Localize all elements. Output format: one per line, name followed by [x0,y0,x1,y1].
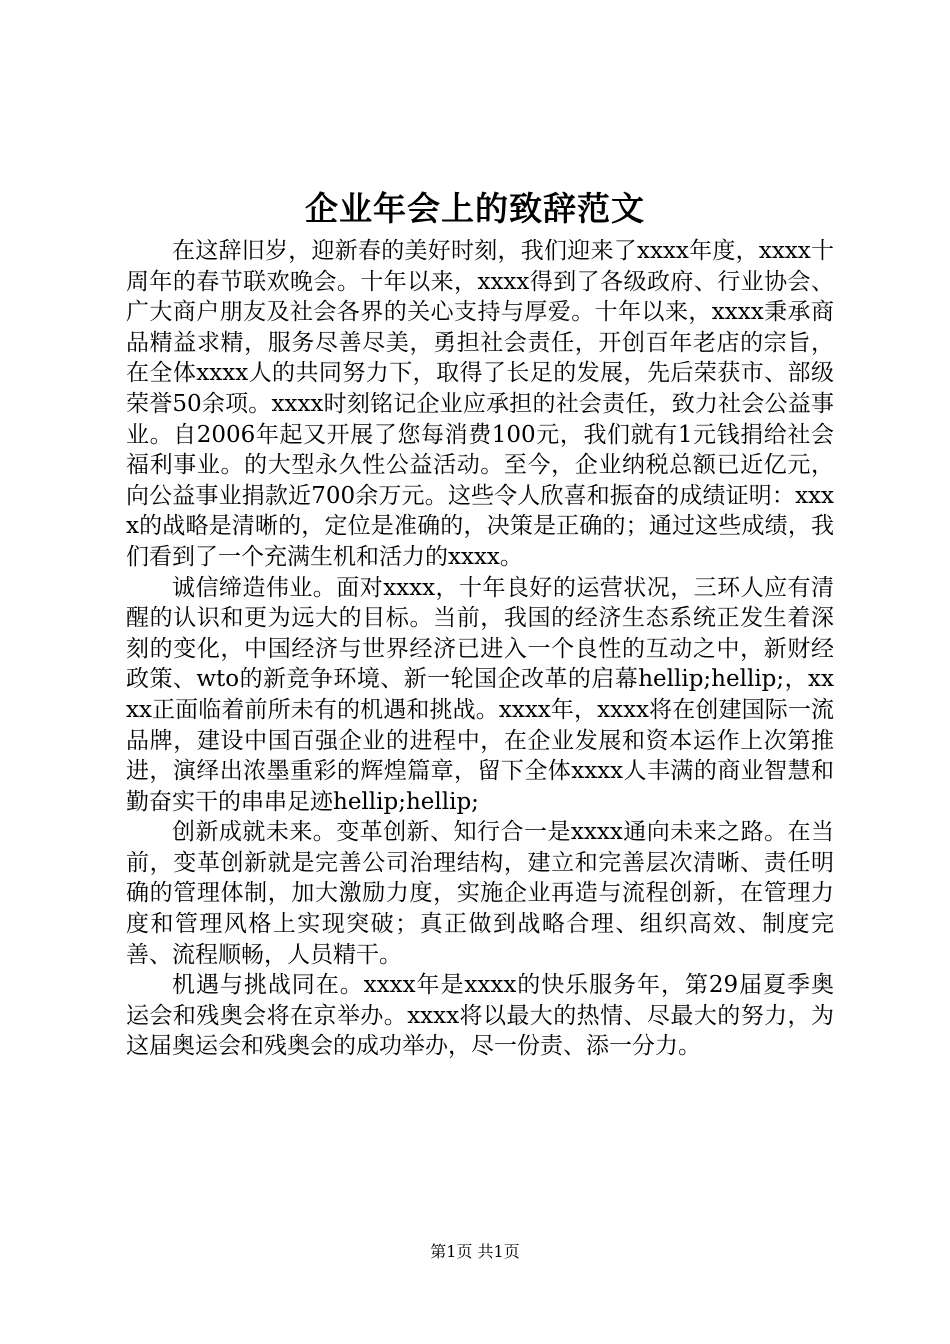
page-number-footer: 第1页 共1页 [430,1242,520,1261]
paragraph-2: 诚信缔造伟业。面对xxxx，十年良好的运营状况，三环人应有清醒的认识和更为远大的目标。当前，我国的经济生态系统正发生着深刻的变化，中国经济与世界经济已进入一个良性的互动之中，新财经政策、wto的新竞争环境、新一轮国企改革的启幕hellip;hellip;，xxxx正面临着前所未有的机遇和挑战。xxxx年，xxxx将在创建国际一流品牌，建设中国百强企业的进程中，在企业发展和资本运作上次第推进，演绎出浓墨重彩的辉煌篇章，留下全体xxxx人丰满的商业智慧和勤奋实干的串串足迹hellip;hellip; [126,574,834,815]
paragraph-3: 创新成就未来。变革创新、知行合一是xxxx通向未来之路。在当前，变革创新就是完善公司治理结构，建立和完善层次清晰、责任明确的管理体制，加大激励力度，实施企业再造与流程创新，在管理力度和管理风格上实现突破；真正做到战略合理、组织高效、制度完善、流程顺畅，人员精干。 [126,819,834,968]
document-title: 企业年会上的致辞范文 [305,189,645,228]
paragraph-1: 在这辞旧岁，迎新春的美好时刻，我们迎来了xxxx年度，xxxx十周年的春节联欢晚会。十年以来，xxxx得到了各级政府、行业协会、广大商户朋友及社会各界的关心支持与厚爱。十年以来，xxxx秉承商品精益求精，服务尽善尽美，勇担社会责任，开创百年老店的宗旨，在全体xxxx人的共同努力下，取得了长足的发展，先后荣获市、部级荣誉50余项。xxxx时刻铭记企业应承担的社会责任，致力社会公益事业。自2006年起又开展了您每消费100元，我们就有1元钱捐给社会福利事业。的大型永久性公益活动。至今，企业纳税总额已近亿元，向公益事业捐款近700余万元。这些令人欣喜和振奋的成绩证明：xxxx的战略是清晰的，定位是准确的，决策是正确的；通过这些成绩，我们看到了一个充满生机和活力的xxxx。 [126,238,834,570]
document-body [126,236,834,1062]
paragraph-4: 机遇与挑战同在。xxxx年是xxxx的快乐服务年，第29届夏季奥运会和残奥会将在京举办。xxxx将以最大的热情、尽最大的努力，为这届奥运会和残奥会的成功举办，尽一份责、添一分力。 [126,972,834,1060]
